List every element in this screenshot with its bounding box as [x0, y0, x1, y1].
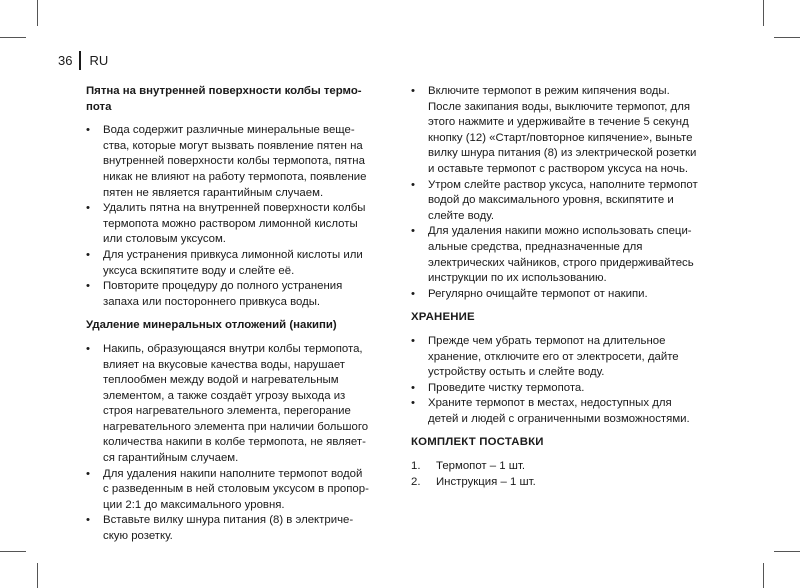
list-item: • Регулярно очищайте термопот от накипи.: [411, 287, 648, 300]
list-item: 2. Инструкция – 1 шт.: [411, 475, 536, 488]
language-code: RU: [89, 52, 109, 68]
descaling-list: [86, 342, 382, 545]
descaling-heading: Удаление минеральных отложений (накипи): [86, 319, 337, 332]
list-item: 1. Термопот – 1 шт.: [411, 460, 526, 473]
list-item: • Для удаления накипи можно использовать специ- альные средства, предназначенные для электрических чайников, строго придерживайтесь инструкции по их использованию.: [411, 225, 694, 285]
storage-heading: ХРАНЕНИЕ: [411, 311, 475, 324]
list-item: • Накипь, образующаяся внутри колбы термопота, влияет на вкусовые качества воды, нарушает теплообмен между водой и нагревательным элементом, а также создаёт угрозу выхода из строя нагревательного элемента, перегорание нагревательного элемента при наличии большого количества накипи в колбе термопота, не являет- ся гарантийным случаем.: [86, 342, 369, 465]
header-separator: [79, 51, 81, 70]
package-contents-list: [411, 459, 715, 490]
list-item: • Удалить пятна на внутренней поверхности колбы термопота можно раствором лимонной кислоты или столовым уксусом.: [86, 202, 366, 246]
left-column: [86, 84, 382, 553]
storage-list: [411, 334, 715, 428]
crop-mark-right-top: [774, 37, 800, 38]
list-item: • Утром слейте раствор уксуса, наполните термопот водой до максимального уровня, вскипятите и слейте воду.: [411, 178, 698, 222]
right-column: [411, 84, 715, 498]
crop-mark-left-top: [0, 37, 26, 38]
page-number: 36: [58, 52, 73, 68]
list-item: • Повторите процедуру до полного устранения запаха или постороннего привкуса воды.: [86, 280, 343, 308]
crop-mark-top-right: [763, 0, 764, 26]
list-item: • Для удаления накипи наполните термопот водой с разведенным в ней столовым уксусом в пропор- ции 2:1 до максимального уровня.: [86, 467, 369, 511]
package-contents-heading: КОМПЛЕКТ ПОСТАВКИ: [411, 436, 544, 449]
crop-mark-right-bottom: [774, 551, 800, 552]
crop-mark-bottom-left: [37, 563, 38, 588]
crop-mark-left-bottom: [0, 551, 26, 552]
list-item: • Храните термопот в местах, недоступных для детей и людей с ограниченными возможностями.: [411, 397, 690, 425]
crop-mark-top-left: [37, 0, 38, 26]
list-item: • Прежде чем убрать термопот на длительное хранение, отключите его от электросети, дайте устройству остыть и слейте воду.: [411, 334, 679, 379]
page-header: [58, 50, 108, 70]
crop-mark-bottom-right: [763, 563, 764, 588]
descaling-continued-list: [411, 84, 715, 302]
list-item: • Включите термопот в режим кипячения воды. После закипания воды, выключите термопот, для этого нажмите и удерживайте в течение 5 секунд кнопку (12) «Старт/повторное кипячение», выньте вилку шнура питания (8) из электрической розетки и оставьте термопот с раствором уксуса на ночь.: [411, 85, 697, 175]
list-item: • Для устранения привкуса лимонной кислоты или уксуса вскипятите воду и слейте её.: [86, 248, 363, 277]
list-item: • Проведите чистку термопота.: [411, 381, 585, 394]
stains-heading: Пятна на внутренней поверхности колбы термо- пота: [86, 85, 362, 113]
stains-list: [86, 123, 382, 310]
list-item: • Вода содержит различные минеральные веще- ства, которые могут вызвать появление пятен на внутренней поверхности колбы термопота, пятна никак не влияют на работу термопота, появление пятен не является гарантийным случаем.: [86, 124, 367, 199]
list-item: • Вставьте вилку шнура питания (8) в электриче- скую розетку.: [86, 514, 354, 543]
